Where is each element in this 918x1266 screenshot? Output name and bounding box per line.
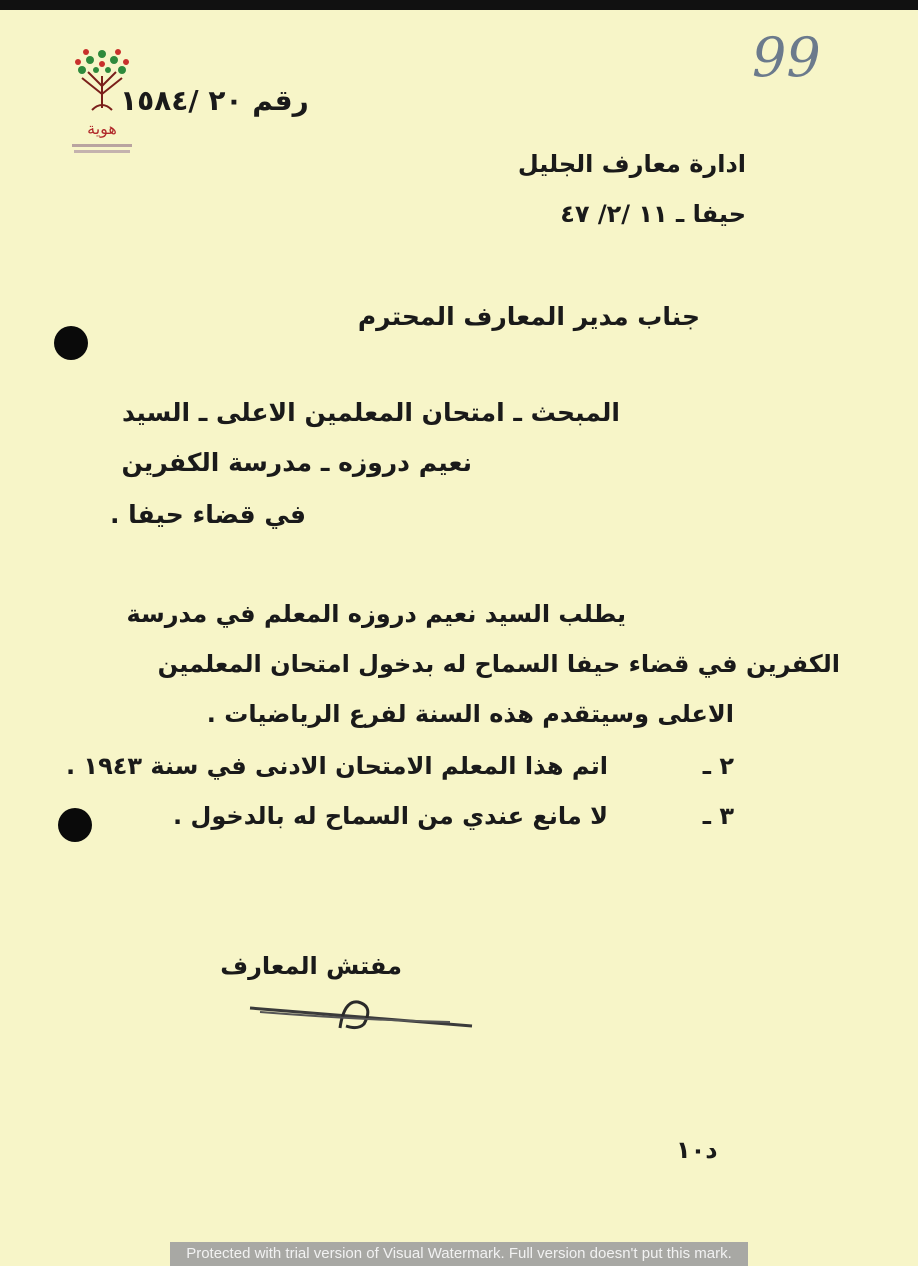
place-date: حيفا ـ ١١ /٢/ ٤٧ <box>560 200 746 228</box>
signature <box>240 990 480 1040</box>
signature-title: مفتش المعارف <box>220 952 402 980</box>
punch-hole-bottom <box>58 808 92 842</box>
item-3-number: ٣ ـ <box>702 802 734 830</box>
punch-hole-top <box>54 326 88 360</box>
body-line-1: يطلب السيد نعيم دروزه المعلم في مدرسة <box>126 600 626 628</box>
subject-line-1: المبحث ـ امتحان المعلمين الاعلى ـ السيد <box>121 398 620 427</box>
item-3-text: لا مانع عندي من السماح له بالدخول . <box>173 802 608 830</box>
trial-watermark: Protected with trial version of Visual Watermark. Full version doesn't put this mark. <box>170 1242 748 1266</box>
subject-line-3: في قضاء حيفا . <box>109 500 306 529</box>
item-2-text: اتم هذا المعلم الامتحان الادنى في سنة ١٩٤٣ . <box>65 752 608 780</box>
page-number: 99 <box>752 26 821 89</box>
scan-edge <box>0 0 918 10</box>
footer-code: د١٠ <box>676 1136 718 1164</box>
subject-line-2: نعيم دروزه ـ مدرسة الكفرين <box>121 448 472 477</box>
addressee: جناب مدير المعارف المحترم <box>357 302 700 331</box>
department-name: ادارة معارف الجليل <box>517 150 746 178</box>
reference-number: رقم ٢٠ /١٥٨٤ <box>120 84 309 117</box>
logo-text: هوية <box>87 119 117 138</box>
body-line-2: الكفرين في قضاء حيفا السماح له بدخول امتحان المعلمين <box>157 650 840 678</box>
body-line-3: الاعلى وسيتقدم هذه السنة لفرع الرياضيات . <box>206 700 734 728</box>
item-2-number: ٢ ـ <box>702 752 734 780</box>
